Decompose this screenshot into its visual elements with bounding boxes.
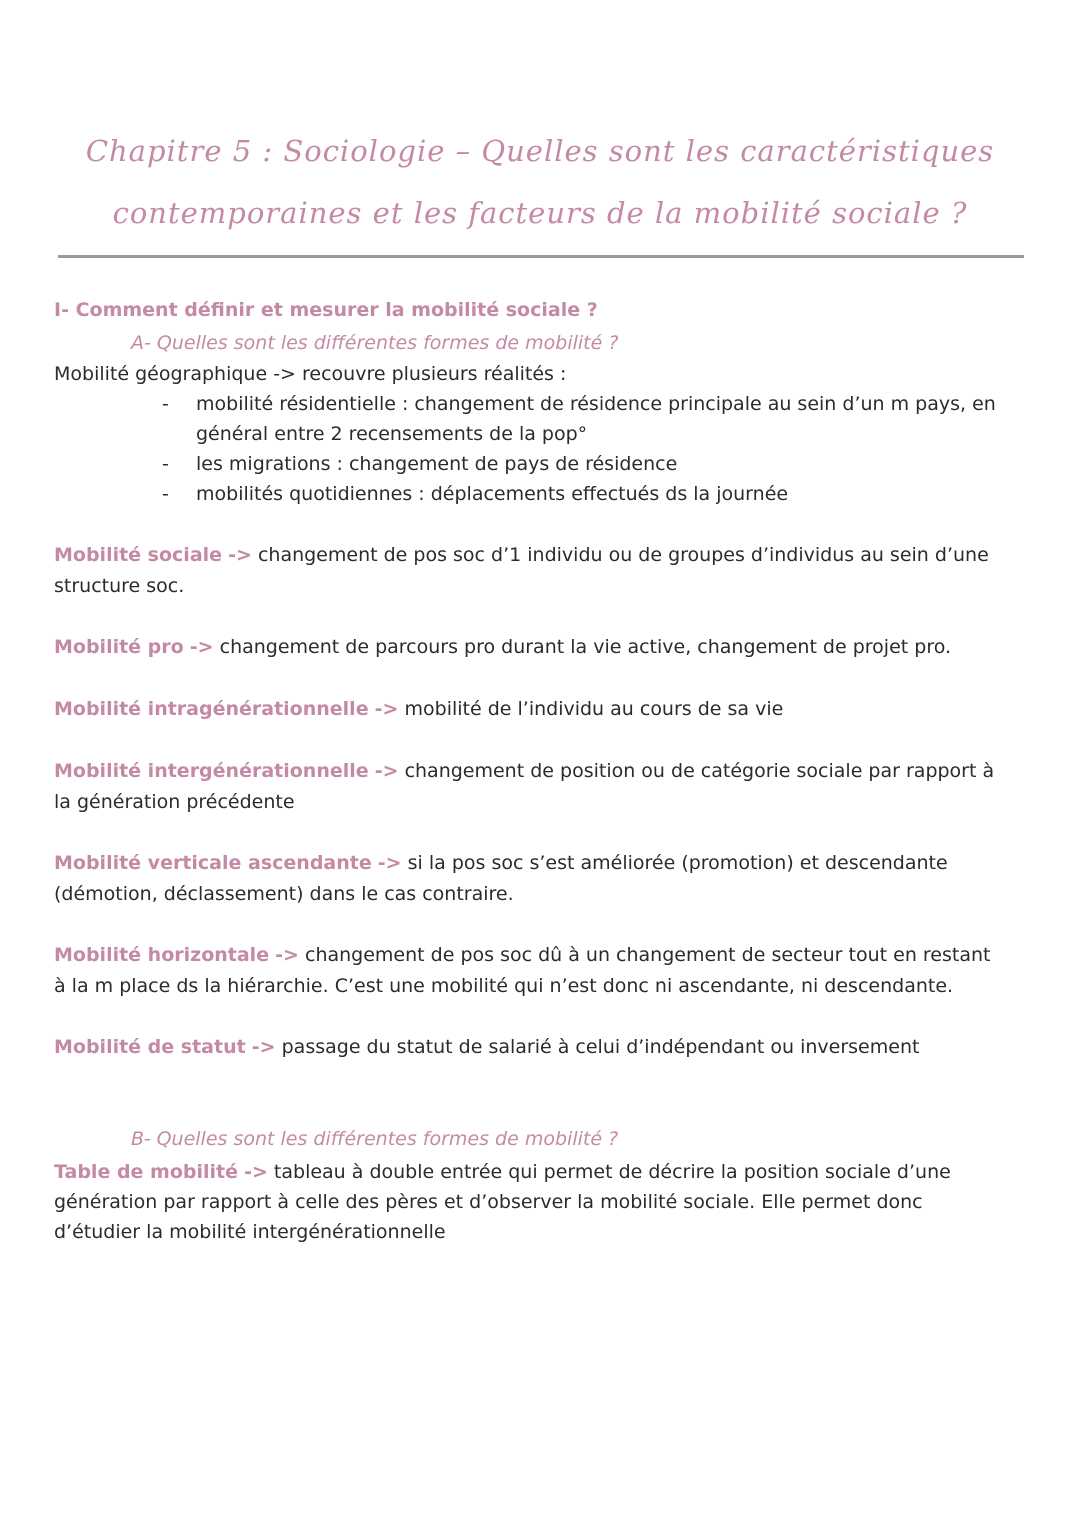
bullet-dash-1: - [162, 393, 169, 415]
def-table-text: tableau à double entrée qui permet de décrire la position sociale d’une [273, 1161, 951, 1183]
term-pro: Mobilité pro [54, 636, 184, 658]
def-statut-text: passage du statut de salarié à celui d’indépendant ou inversement [281, 1036, 920, 1058]
arrow: -> [275, 944, 299, 966]
def-horizontale-text: changement de pos soc dû à un changement de secteur tout en restant [305, 944, 991, 966]
section-heading: I- Comment définir et mesurer la mobilité sociale ? [54, 299, 598, 321]
subsection-heading-a: A- Quelles sont les différentes formes de mobilité ? [131, 332, 619, 354]
def-pro-text: changement de parcours pro durant la vie active, changement de projet pro. [219, 636, 952, 658]
def-intra-text: mobilité de l’individu au cours de sa vie [404, 698, 784, 720]
def-horizontale [54, 944, 990, 966]
def-sociale-text: changement de pos soc d’1 individu ou de groupes d’individus au sein d’une [257, 544, 989, 566]
def-horizontale-cont: à la m place ds la hiérarchie. C’est une mobilité qui n’est donc ni ascendante, ni descendante. [54, 975, 954, 997]
term-inter: Mobilité intergénérationnelle [54, 760, 369, 782]
bullet-dash-2: - [162, 453, 169, 475]
def-table [54, 1161, 951, 1183]
def-sociale [54, 544, 989, 566]
page-title-line-1: Chapitre 5 : Sociologie – Quelles sont les caractéristiques [85, 134, 995, 168]
def-intra [54, 698, 783, 720]
def-table-cont-1: génération par rapport à celle des pères et d’observer la mobilité sociale. Elle permet donc [54, 1191, 923, 1213]
term-horizontale: Mobilité horizontale [54, 944, 270, 966]
subsection-heading-b: B- Quelles sont les différentes formes de mobilité ? [131, 1128, 619, 1150]
arrow: -> [377, 852, 402, 874]
bullet-residentielle: mobilité résidentielle : changement de résidence principale au sein d’un m pays, en [196, 393, 996, 415]
def-verticale [54, 852, 948, 874]
term-table: Table de mobilité [54, 1161, 239, 1183]
def-inter-text: changement de position ou de catégorie sociale par rapport à [404, 760, 995, 782]
bullet-residentielle-cont: général entre 2 recensements de la pop° [196, 423, 588, 445]
bullet-migrations: les migrations : changement de pays de résidence [196, 453, 678, 475]
def-table-cont-2: d’étudier la mobilité intergénérationnelle [54, 1221, 446, 1243]
def-sociale-cont: structure soc. [54, 575, 185, 597]
def-verticale-text: si la pos soc s’est améliorée (promotion) et descendante [407, 852, 948, 874]
page-title-line-2: contemporaines et les facteurs de la mobilité sociale ? [112, 196, 968, 230]
term-sociale: Mobilité sociale [54, 544, 223, 566]
def-pro [54, 636, 951, 658]
term-verticale: Mobilité verticale ascendante [54, 852, 372, 874]
arrow: -> [251, 1036, 276, 1058]
arrow: -> [244, 1161, 268, 1183]
title-divider [58, 255, 1024, 258]
arrow: -> [189, 636, 214, 658]
arrow: -> [374, 760, 399, 782]
def-inter [54, 760, 994, 782]
arrow: -> [374, 698, 399, 720]
bullet-quotidiennes: mobilités quotidiennes : déplacements effectués ds la journée [196, 483, 789, 505]
term-intra: Mobilité intragénérationnelle [54, 698, 369, 720]
def-verticale-cont: (démotion, déclassement) dans le cas contraire. [54, 883, 514, 905]
bullet-dash-3: - [162, 483, 169, 505]
arrow: -> [228, 544, 252, 566]
term-statut: Mobilité de statut [54, 1036, 246, 1058]
def-statut [54, 1036, 919, 1058]
geo-intro: Mobilité géographique -> recouvre plusieurs réalités : [54, 363, 567, 385]
def-inter-cont: la génération précédente [54, 791, 295, 813]
